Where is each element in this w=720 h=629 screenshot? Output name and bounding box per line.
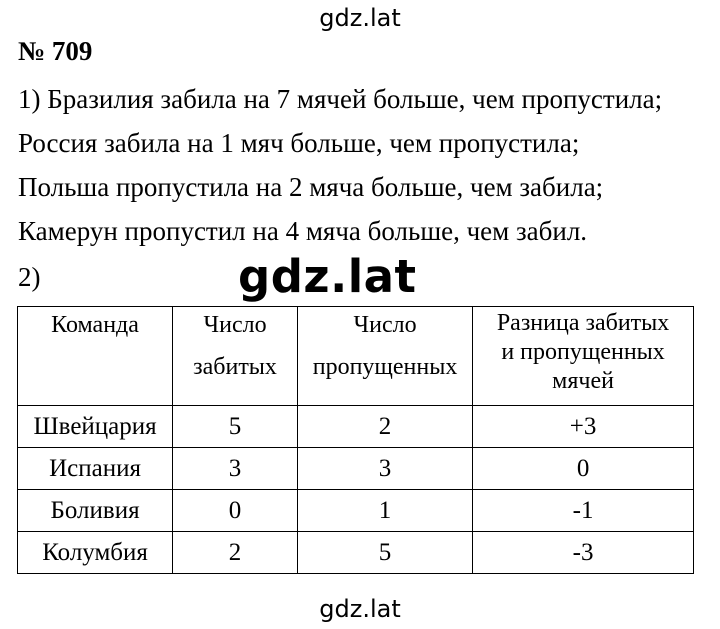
header-conceded [297, 307, 472, 406]
header-team-label: Команда [51, 312, 139, 338]
watermark-top: gdz.lat [319, 4, 401, 32]
results-table [17, 306, 694, 574]
header-difference-line-1: Разница забитых [496, 310, 670, 336]
cell-scored: 2 [173, 532, 298, 574]
answer-line-3: Польша пропустила на 2 мяча больше, чем забила; [18, 172, 604, 202]
cell-conceded: 3 [297, 448, 472, 490]
header-difference-line-3: мячей [552, 368, 614, 394]
answer-line-5: 2) [18, 262, 41, 292]
header-scored-line-2: забитых [193, 354, 277, 380]
watermark-middle: gdz.lat [238, 250, 417, 303]
table-row [18, 406, 694, 448]
cell-difference: -3 [473, 532, 694, 574]
cell-scored: 3 [173, 448, 298, 490]
table-row [18, 532, 694, 574]
answer-line-4: Камерун пропустил на 4 мяча больше, чем забил. [18, 216, 588, 246]
table-row [18, 490, 694, 532]
cell-conceded: 5 [297, 532, 472, 574]
cell-scored: 0 [173, 490, 298, 532]
header-scored [173, 307, 298, 406]
header-conceded-line-2: пропущенных [312, 354, 458, 380]
cell-scored: 5 [173, 406, 298, 448]
header-team [18, 307, 173, 406]
cell-conceded: 1 [297, 490, 472, 532]
task-number: № 709 [18, 36, 93, 66]
answer-line-2: Россия забила на 1 мяч больше, чем пропустила; [18, 128, 580, 158]
cell-team: Испания [18, 448, 173, 490]
table-header-row [18, 307, 694, 406]
cell-difference: +3 [473, 406, 694, 448]
answer-line-1: 1) Бразилия забила на 7 мячей больше, чем пропустила; [18, 84, 663, 114]
cell-team: Швейцария [18, 406, 173, 448]
table-row [18, 448, 694, 490]
cell-team: Колумбия [18, 532, 173, 574]
watermark-bottom: gdz.lat [319, 595, 401, 623]
cell-conceded: 2 [297, 406, 472, 448]
cell-team: Боливия [18, 490, 173, 532]
header-scored-line-1: Число [203, 312, 267, 338]
cell-difference: -1 [473, 490, 694, 532]
header-difference-line-2: и пропущенных [501, 339, 665, 365]
header-difference [473, 307, 694, 406]
header-conceded-line-1: Число [353, 312, 417, 338]
cell-difference: 0 [473, 448, 694, 490]
